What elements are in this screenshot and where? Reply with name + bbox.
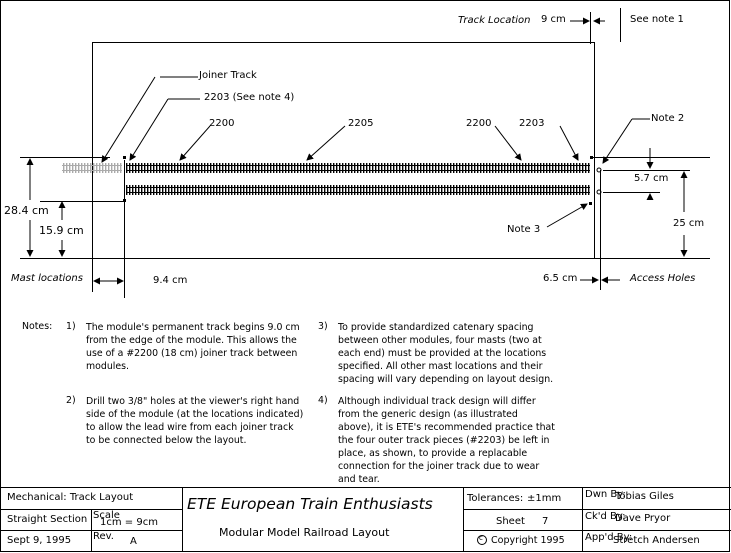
upper-track [126,163,590,173]
track-2200-right-label: 2200 [466,118,492,129]
note-1-text: The module's permanent track begins 9.0 cm from the edge of the module. This allows the use of a #2200 (18 cm) joiner track between modules. [86,322,300,372]
five-seven-cm-label: 5.7 cm [634,173,669,184]
mast-locations-label: Mast locations [11,273,83,284]
note-4-number: 4) [318,395,328,406]
sheet-label: Sheet [496,516,525,527]
leader-note3 [547,204,587,227]
twenty-eight-cm-label: 28.4 cm [4,204,49,217]
leader-2200-right [495,126,521,160]
approved-by-name: Stretch Andersen [613,535,700,546]
copyright-symbol: c [479,534,483,542]
note2-label: Note 2 [651,113,685,124]
rev-tag: Rev. [93,531,114,542]
straight-section-label: Straight Section [7,514,88,525]
mechanical-label: Mechanical: Track Layout [7,492,134,503]
note-3-number: 3) [318,321,328,332]
track-2203-note4-label: 2203 (See note 4) [204,92,295,103]
rev-value: A [130,536,137,547]
tolerances-value: ±1mm [527,493,562,504]
fifteen-nine-cm-label: 15.9 cm [39,224,84,237]
note-4-text: Although individual track design will differ from the generic design (as illustrated above), it is ETE's recommended practice that the four outer track pieces (#2203) be left in place, as shown, to provide a replacable connection for the joiner track due to wear and tear. [338,396,555,485]
note3-label: Note 3 [507,224,541,235]
tolerances-label: Tolerances: [467,493,524,504]
org-title: ETE European Train Enthusiasts [187,495,433,513]
mast-dot-lower-right [589,202,592,205]
twenty-five-cm-label: 25 cm [673,218,705,229]
scale-value: 1cm = 9cm [100,517,158,528]
six-five-cm-label: 6.5 cm [543,273,578,284]
leader-2203-right [560,126,578,160]
leader-2200-left [180,126,210,160]
joiner-track-left [62,163,122,173]
nine-cm-label: 9 cm [541,14,566,25]
nine-four-cm-label: 9.4 cm [153,275,188,286]
copyright-label: Copyright 1995 [491,535,565,546]
track-location-label: Track Location [458,15,531,26]
scale-tag: Scale [93,510,120,521]
checked-by-tag: Ck'd By: [585,511,626,522]
approved-by-tag: App'd By: [585,532,633,543]
drawn-by-name: Tobias Giles [615,491,674,502]
note-1-number: 1) [66,321,76,332]
see-note-1-label: See note 1 [630,14,684,25]
drawn-by-tag: Dwn By: [585,489,626,500]
track-2200-left-label: 2200 [209,118,235,129]
track-2203-right-label: 2203 [519,118,545,129]
sheet-value: 7 [542,516,549,527]
mast-dot-upper-right [590,156,593,159]
leader-2205 [307,126,345,160]
joiner-track-label: Joiner Track [199,70,257,81]
leader-note2 [603,119,632,163]
note-2-text: Drill two 3/8" holes at the viewer's right hand side of the module (at the locations indicated) to allow the lead wire from each joiner track to be connected below the layout. [86,396,304,446]
subtitle: Modular Model Railroad Layout [219,526,390,539]
access-holes-label: Access Holes [630,273,696,284]
note-2-number: 2) [66,395,76,406]
leader-joiner-track [102,77,155,162]
notes-heading: Notes: [22,321,53,332]
lower-track [126,185,590,195]
date-label: Sept 9, 1995 [7,535,72,546]
track-2205-label: 2205 [348,118,374,129]
note-3-text: To provide standardized catenary spacing between other modules, four masts (two at each end) must be provided at the locations specified. All other mast locations and their spacing will vary depending on layout design. [338,322,554,385]
checked-by-name: Dave Pryor [615,513,671,524]
mast-dot-upper-left [123,156,126,159]
